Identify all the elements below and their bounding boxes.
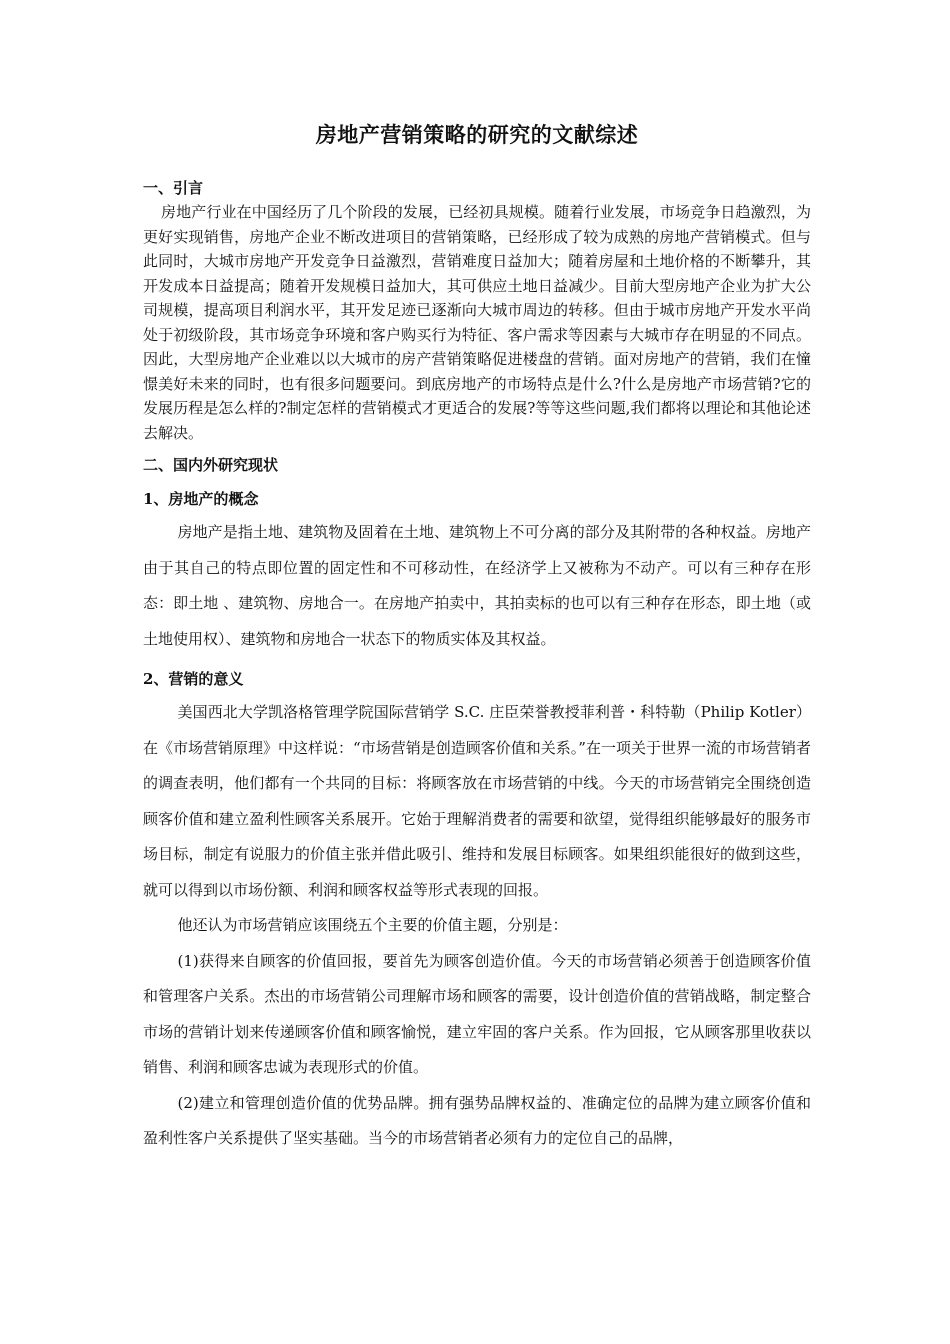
theme-1-paragraph: (1)获得来自顾客的价值回报，要首先为顾客创造价值。今天的市场营销必须善于创造顾客价值和管理客户关系。杰出的市场营销公司理解市场和顾客的需要，设计创造价值的营销战略，制定整合市场的营销计划来传递顾客价值和顾客愉悦，建立牢固的客户关系。作为回报，它从顾客那里收获以销售、利润和顾客忠诚为表现形式的价值。 xyxy=(143,951,811,1076)
themes-intro-paragraph: 他还认为市场营销应该围绕五个主要的价值主题，分别是： xyxy=(177,916,568,934)
subsection-heading-marketing: 2、营销的意义 xyxy=(143,670,244,688)
subsection-heading-concept: 1、房地产的概念 xyxy=(143,490,259,508)
intro-paragraph: 房地产行业在中国经历了几个阶段的发展，已经初具规模。随着行业发展，市场竞争日趋激烈，为更好实现销售，房地产企业不断改进项目的营销策略，已经形成了较为成熟的房地产营销模式。但与此同时，大城市房地产开发竞争日益激烈，营销难度日益加大；随着房屋和土地价格的不断攀升，其开发成本日益提高；随着开发规模日益加大，其可供应土地日益减少。目前大型房地产企业为扩大公司规模，提高项目利润水平，其开发足迹已逐渐向大城市周边的转移。但由于城市房地产开发水平尚处于初级阶段，其市场竞争环境和客户购买行为特征、客户需求等因素与大城市存在明显的不同点。因此，大型房地产企业难以以大城市的房产营销策略促进楼盘的营销。面对房地产的营销，我们在憧憬美好未来的同时，也有很多问题要问。到底房地产的市场特点是什么?什么是房地产市场营销?它的发展历程是怎么样的?制定怎样的营销模式才更适合的发展?等等这些问题,我们都将以理论和其他论述去解决。 xyxy=(143,203,811,442)
document-title: 房地产营销策略的研究的文献综述 xyxy=(315,122,639,147)
section-heading-intro: 一、引言 xyxy=(143,179,204,197)
marketing-paragraph: 美国西北大学凯洛格管理学院国际营销学 S.C. 庄臣荣誉教授菲利普・科特勒（Philip Kotler）在《市场营销原理》中这样说：“市场营销是创造顾客价值和关系。”在一项关于世界一流的市场营销者的调查表明，他们都有一个共同的目标：将顾客放在市场营销的中线。今天的市场营销完全围绕创造顾客价值和建立盈利性顾客关系展开。它始于理解消费者的需要和欲望，觉得组织能够最好的服务市场目标，制定有说服力的价值主张并借此吸引、维持和发展目标顾客。如果组织能很好的做到这些，就可以得到以市场份额、利润和顾客权益等形式表现的回报。 xyxy=(143,703,811,899)
section-heading-research: 二、国内外研究现状 xyxy=(143,456,279,474)
concept-paragraph: 房地产是指土地、建筑物及固着在土地、建筑物上不可分离的部分及其附带的各种权益。房地产由于其自己的特点即位置的固定性和不可移动性，在经济学上又被称为不动产。可以有三种存在形态：即土地 、建筑物、房地合一。在房地产拍卖中，其拍卖标的也可以有三种存在形态，即土地（或土地使用权）、建筑物和房地合一状态下的物质实体及其权益。 xyxy=(143,523,811,648)
theme-2-paragraph: (2)建立和管理创造价值的优势品牌。拥有强势品牌权益的、准确定位的品牌为建立顾客价值和盈利性客户关系提供了坚实基础。当今的市场营销者必须有力的定位自己的品牌， xyxy=(143,1093,811,1147)
document-page xyxy=(143,120,811,1157)
